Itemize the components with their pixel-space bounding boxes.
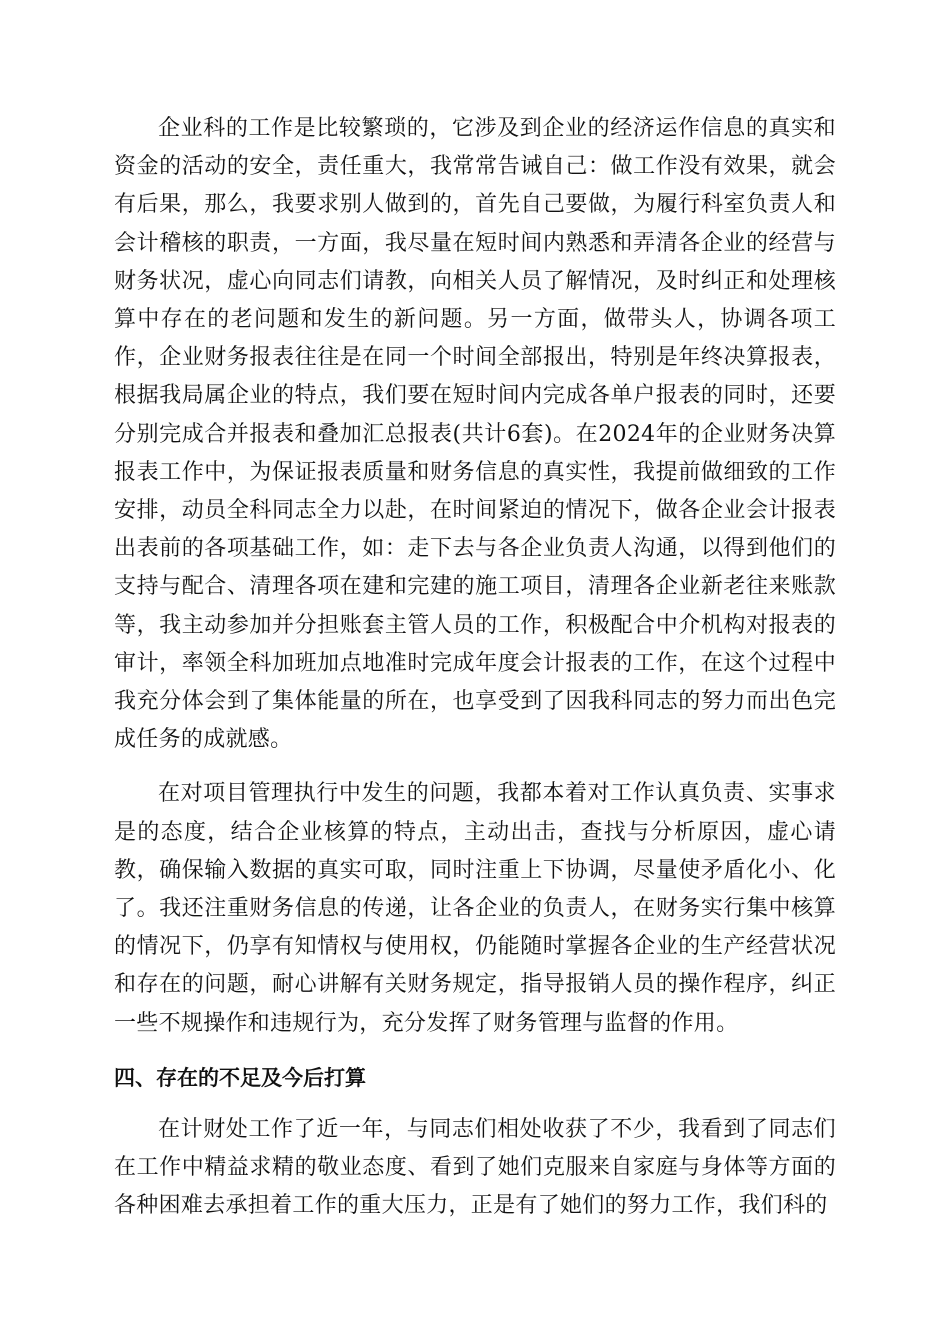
body-paragraph: 在对项目管理执行中发生的问题，我都本着对工作认真负责、实事求是的态度，结合企业核算的特点，主动出击，查找与分析原因，虚心请教，确保输入数据的真实可取，同时注重上下协调，尽量使矛盾化小、化了。我还注重财务信息的传递，让各企业的负责人，在财务实行集中核算的情况下，仍享有知情权与使用权，仍能随时掌握各企业的生产经营状况和存在的问题，耐心讲解有关财务规定，指导报销人员的操作程序，纠正一些不规操作和违规行为，充分发挥了财务管理与监督的作用。 (114, 781, 836, 1036)
document-page (114, 110, 836, 1225)
body-paragraph: 在计财处工作了近一年，与同志们相处收获了不少，我看到了同志们在工作中精益求精的敬业态度、看到了她们克服来自家庭与身体等方面的各种困难去承担着工作的重大压力，正是有了她们的努力工作，我们科的 (114, 1116, 836, 1219)
body-paragraph: 企业科的工作是比较繁琐的，它涉及到企业的经济运作信息的真实和资金的活动的安全，责任重大，我常常告诫自己：做工作没有效果，就会有后果，那么，我要求别人做到的，首先自己要做，为履行科室负责人和会计稽核的职责，一方面，我尽量在短时间内熟悉和弄清各企业的经营与财务状况，虚心向同志们请教，向相关人员了解情况，及时纠正和处理核算中存在的老问题和发生的新问题。另一方面，做带头人，协调各项工作，企业财务报表往往是在同一个时间全部报出，特别是年终决算报表，根据我局属企业的特点，我们要在短时间内完成各单户报表的同时，还要分别完成合并报表和叠加汇总报表(共计6套)。在2024年的企业财务决算报表工作中，为保证报表质量和财务信息的真实性，我提前做细致的工作安排，动员全科同志全力以赴，在时间紧迫的情况下，做各企业会计报表出表前的各项基础工作，如：走下去与各企业负责人沟通，以得到他们的支持与配合、清理各项在建和完建的施工项目，清理各企业新老往来账款等，我主动参加并分担账套主管人员的工作，积极配合中介机构对报表的审计，率领全科加班加点地准时完成年度会计报表的工作，在这个过程中我充分体会到了集体能量的所在，也享受到了因我科同志的努力而出色完成任务的成就感。 (114, 116, 836, 753)
section-heading: 四、存在的不足及今后打算 (114, 1065, 366, 1090)
